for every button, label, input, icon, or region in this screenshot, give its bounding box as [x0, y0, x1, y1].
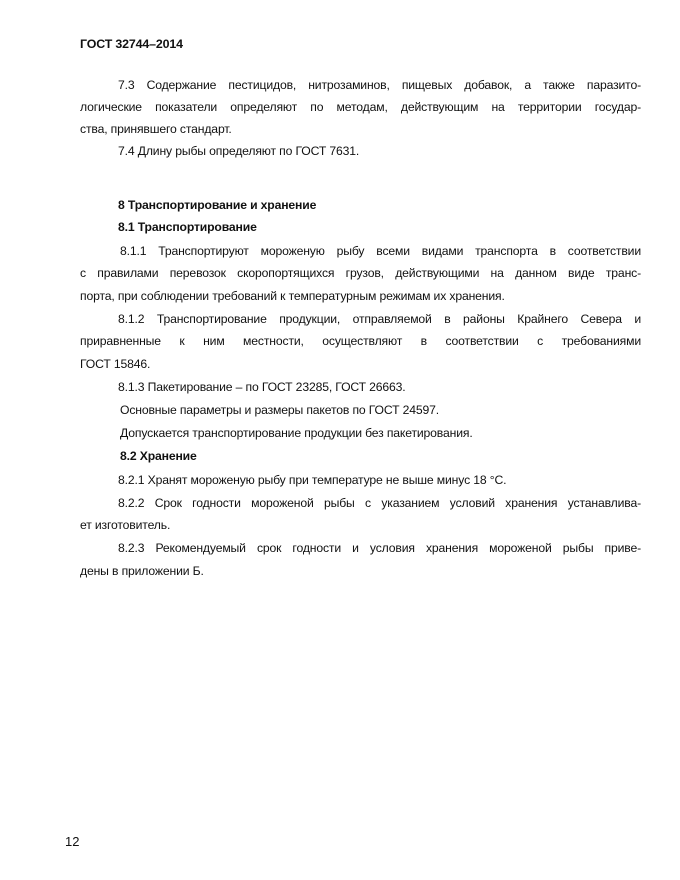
section-8-heading: 8 Транспортирование и хранение	[118, 198, 317, 212]
paragraph-8-1-2-line-2: приравненные к ним местности, осуществляют в соответствии с требованиями	[80, 334, 641, 348]
paragraph-7-3-line-1: 7.3 Содержание пестицидов, нитрозаминов, пищевых добавок, а также паразито-	[118, 78, 641, 92]
paragraph-8-1-1-line-2: с правилами перевозок скоропортящихся грузов, действующими на данном виде транс-	[80, 266, 641, 280]
paragraph-8-2-2-line-1: 8.2.2 Срок годности мороженой рыбы с указанием условий хранения устанавлива-	[118, 496, 641, 510]
paragraph-8-2-3-line-2: дены в приложении Б.	[80, 564, 204, 578]
paragraph-without-packaging: Допускается транспортирование продукции без пакетирования.	[120, 426, 473, 440]
paragraph-7-3-line-3: ства, принявшего стандарт.	[80, 122, 232, 136]
paragraph-8-2-1: 8.2.1 Хранят мороженую рыбу при температуре не выше минус 18 °С.	[118, 473, 507, 487]
paragraph-8-1-1-line-1: 8.1.1 Транспортируют мороженую рыбу всеми видами транспорта в соответствии	[120, 244, 641, 258]
paragraph-8-2-3-line-1: 8.2.3 Рекомендуемый срок годности и условия хранения мороженой рыбы приве-	[118, 541, 641, 555]
paragraph-8-1-2-line-3: ГОСТ 15846.	[80, 357, 151, 371]
subsection-8-1-heading: 8.1 Транспортирование	[118, 220, 257, 234]
subsection-8-2-heading: 8.2 Хранение	[120, 449, 197, 463]
paragraph-7-4: 7.4 Длину рыбы определяют по ГОСТ 7631.	[118, 144, 360, 158]
document-code-header: ГОСТ 32744–2014	[80, 37, 183, 51]
paragraph-8-1-2-line-1: 8.1.2 Транспортирование продукции, отправляемой в районы Крайнего Севера и	[118, 312, 641, 326]
paragraph-8-1-3: 8.1.3 Пакетирование – по ГОСТ 23285, ГОСТ 26663.	[118, 380, 406, 394]
paragraph-8-1-1-line-3: порта, при соблюдении требований к температурным режимам их хранения.	[80, 289, 505, 303]
paragraph-8-2-2-line-2: ет изготовитель.	[80, 518, 171, 532]
paragraph-package-params: Основные параметры и размеры пакетов по ГОСТ 24597.	[120, 403, 440, 417]
paragraph-7-3-line-2: логические показатели определяют по методам, действующим на территории государ-	[80, 100, 641, 114]
page-number: 12	[65, 834, 80, 849]
